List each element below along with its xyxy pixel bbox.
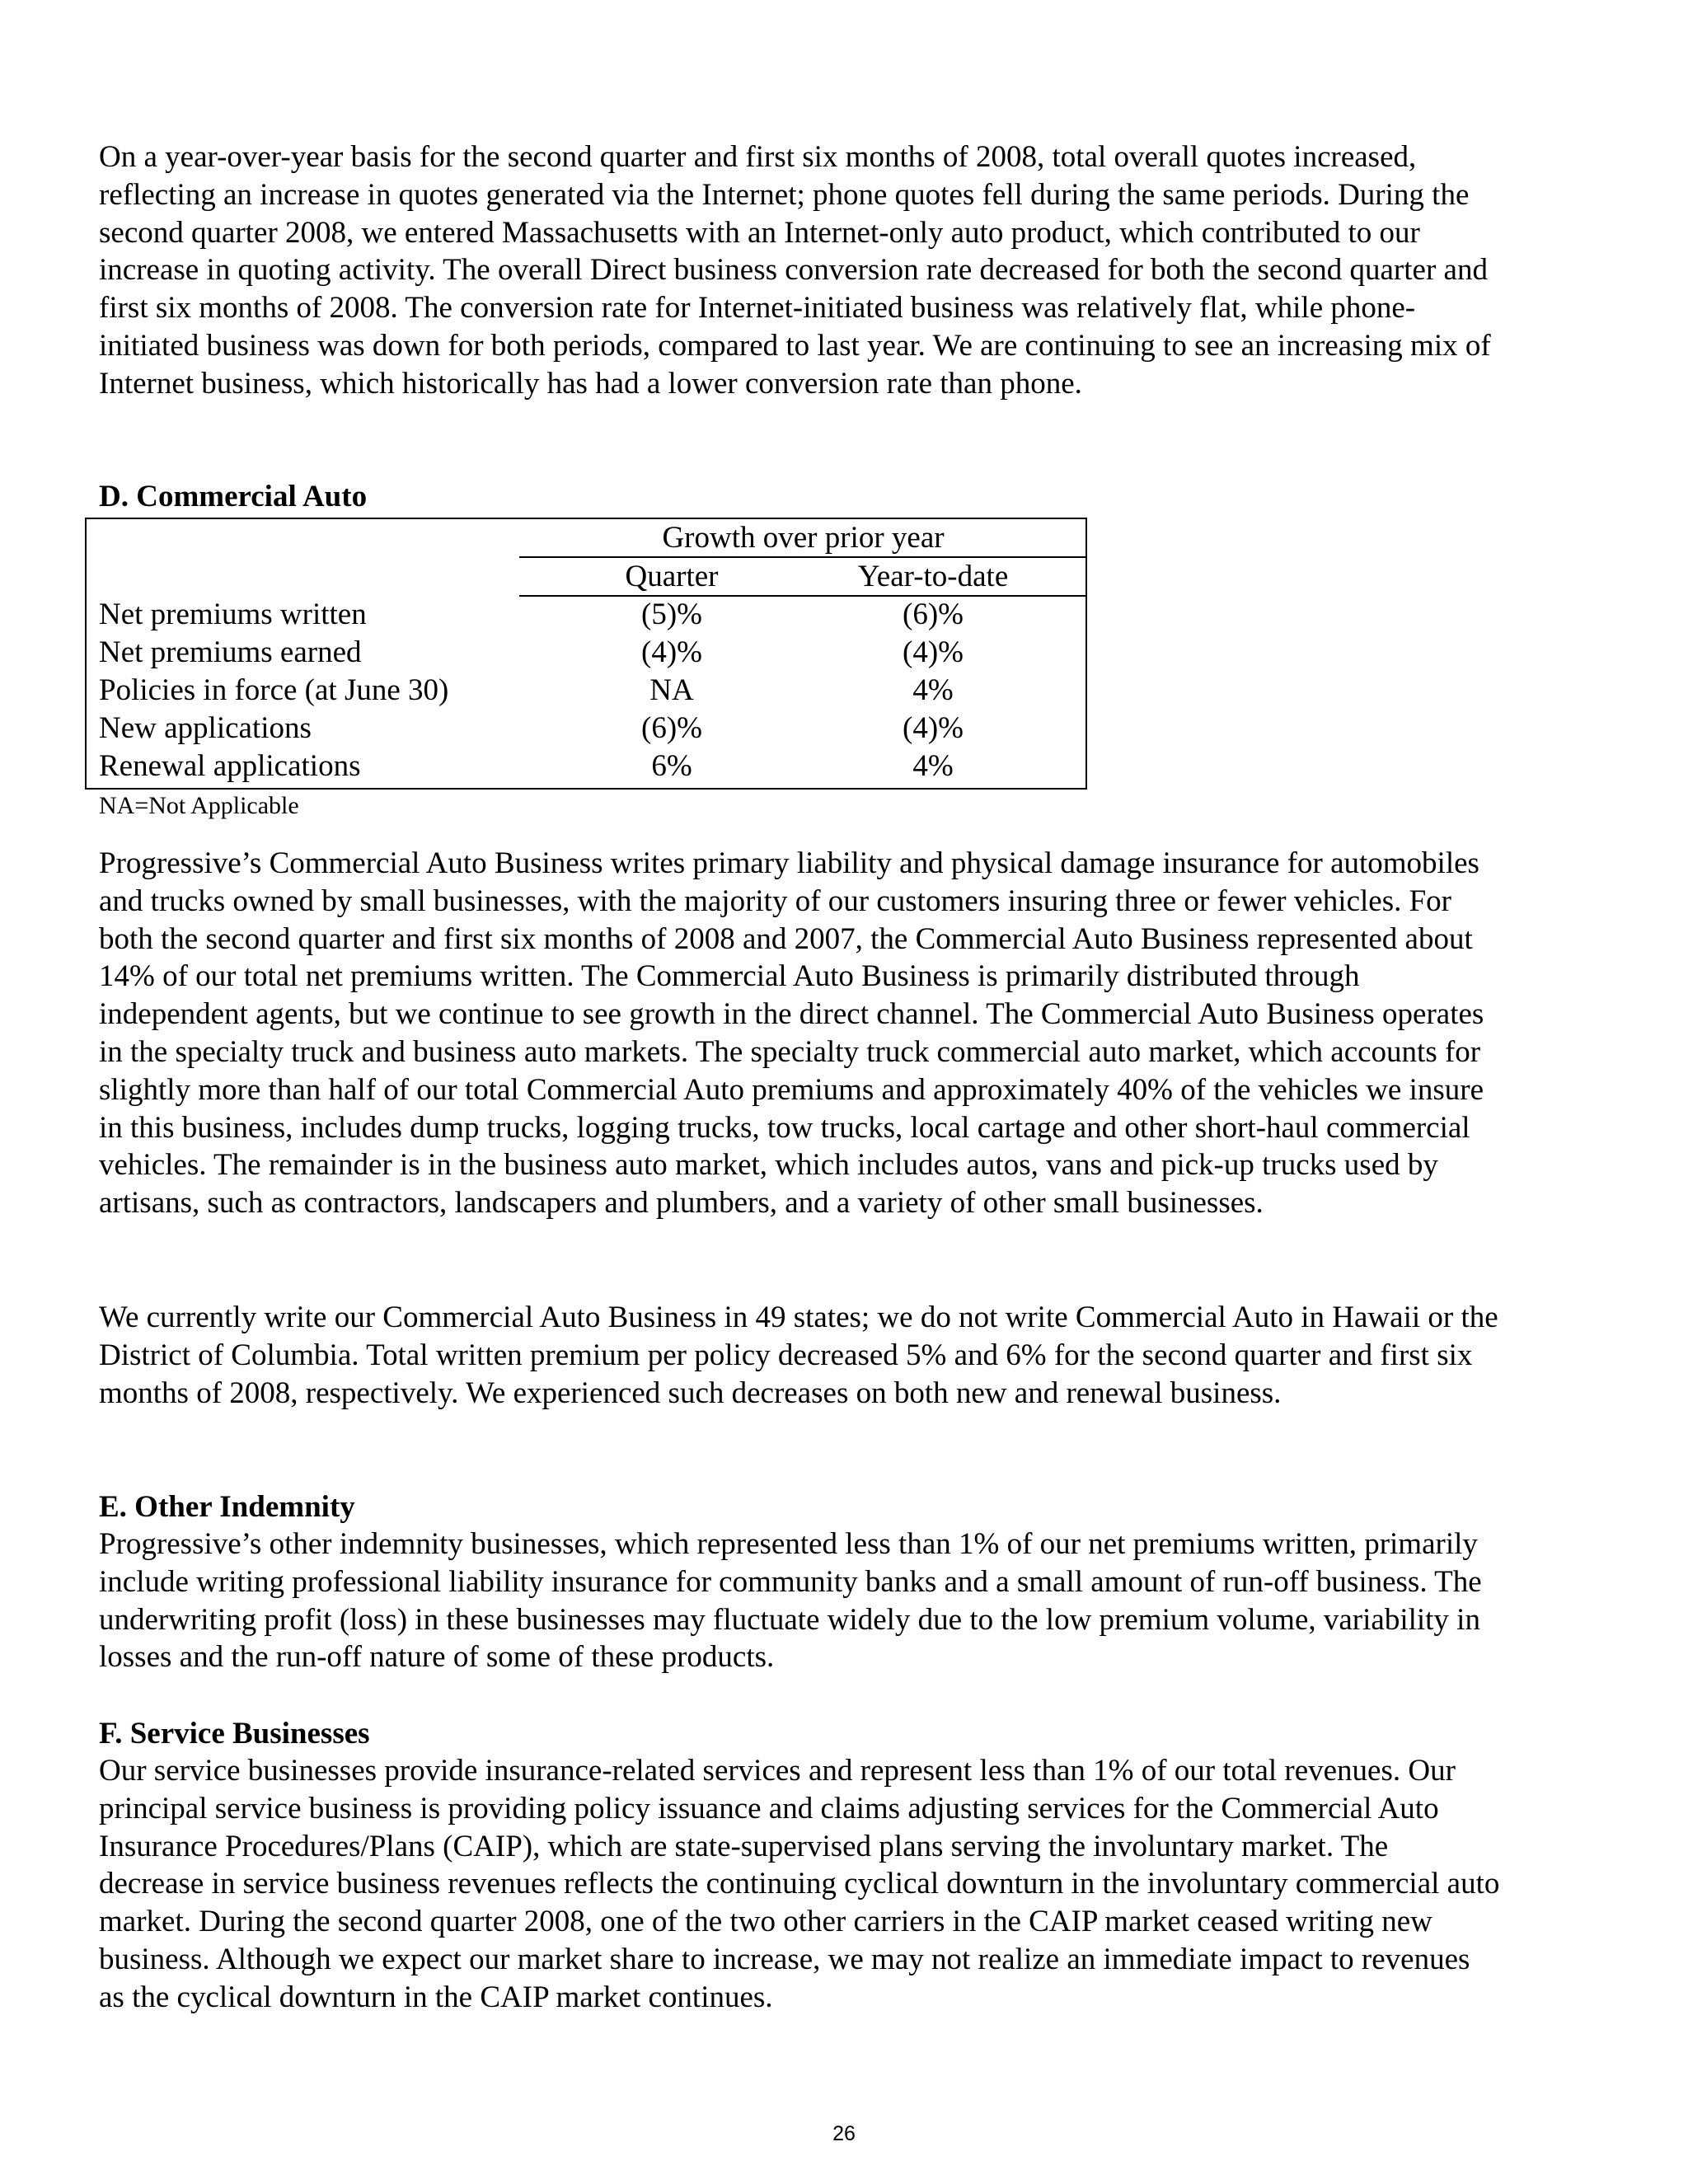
table-cell-quarter: 6% [651,749,692,783]
table-col-header-quarter: Quarter [625,560,719,593]
other-indemnity-paragraph: Progressive’s other indemnity businesses, which represented less than 1% of our net premiums written, primarily include writing professional liability insurance for community banks and a small amount of run-off business. The underwriting profit (loss) in these businesses may fluctuate widely due to the low premium volume, variability in losses and the run-off nature of some of these products. [99,1527,1482,1675]
table-cell-quarter: (4)% [641,635,702,669]
section-e-heading: E. Other Indemnity [99,1490,355,1524]
table-row-label: Net premiums earned [99,635,362,669]
section-f-heading: F. Service Businesses [99,1717,370,1750]
section-d-heading: D. Commercial Auto [99,480,368,513]
table-footnote: NA=Not Applicable [99,792,299,819]
table-cell-ytd: (4)% [903,635,964,669]
table-cell-ytd: (6)% [903,598,964,631]
page-number: 26 [832,2122,856,2145]
table-group-header: Growth over prior year [662,521,945,555]
table-col-header-ytd: Year-to-date [857,560,1009,593]
table-row-label: Policies in force (at June 30) [99,673,449,707]
table-cell-ytd: 4% [912,749,954,783]
intro-paragraph: On a year-over-year basis for the second quarter and first six months of 2008, total overall quotes increased, reflecting an increase in quotes generated via the Internet; phone quotes fell during the same periods. During the second quarter 2008, we entered Massachusetts with an Internet-only auto product, which contributed to our increase in quoting activity. The overall Direct business conversion rate decreased for both the second quarter and first six months of 2008. The conversion rate for Internet-initiated business was relatively flat, while phone-initiated business was down for both periods, compared to last year. We are continuing to see an increasing mix of Internet business, which historically has had a lower conversion rate than phone. [99,140,1491,401]
table-cell-ytd: (4)% [903,711,964,745]
commercial-auto-paragraph-2: We currently write our Commercial Auto Business in 49 states; we do not write Commercial Auto in Hawaii or the District of Columbia. Total written premium per policy decreased 5% and 6% for the second quarter and first six months of 2008, respectively. We experienced such decreases on both new and renewal business. [99,1301,1498,1410]
commercial-auto-growth-table [85,518,1087,790]
table-row-label: Net premiums written [99,598,367,631]
commercial-auto-paragraph-1: Progressive’s Commercial Auto Business writes primary liability and physical damage insurance for automobiles and trucks owned by small businesses, with the majority of our customers insuring three or fewer vehicles. For both the second quarter and first six months of 2008 and 2007, the Commercial Auto Business represented about 14% of our total net premiums written. The Commercial Auto Business is primarily distributed through independent agents, but we continue to see growth in the direct channel. The Commercial Auto Business operates in the specialty truck and business auto markets. The specialty truck commercial auto market, which accounts for slightly more than half of our total Commercial Auto premiums and approximately 40% of the vehicles we insure in this business, includes dump trucks, logging trucks, tow trucks, local cartage and other short-haul commercial vehicles. The remainder is in the business auto market, which includes autos, vans and pick-up trucks used by artisans, such as contractors, landscapers and plumbers, and a variety of other small businesses. [99,846,1484,1221]
table-cell-quarter: (6)% [641,711,702,745]
table-cell-quarter: (5)% [641,598,702,631]
table-row-label: New applications [99,711,312,745]
table-cell-ytd: 4% [912,673,954,707]
service-businesses-paragraph: Our service businesses provide insurance-related services and represent less than 1% of our total revenues. Our principal service business is providing policy issuance and claims adjusting services for the Commercial Auto Insurance Procedures/Plans (CAIP), which are state-supervised plans serving the involuntary market. The decrease in service business revenues reflects the continuing cyclical downturn in the involuntary commercial auto market. During the second quarter 2008, one of the two other carriers in the CAIP market ceased writing new business. Although we expect our market share to increase, we may not realize an immediate impact to revenues as the cyclical downturn in the CAIP market continues. [99,1754,1500,2014]
table-cell-quarter: NA [649,673,694,707]
table-row-label: Renewal applications [99,749,361,783]
